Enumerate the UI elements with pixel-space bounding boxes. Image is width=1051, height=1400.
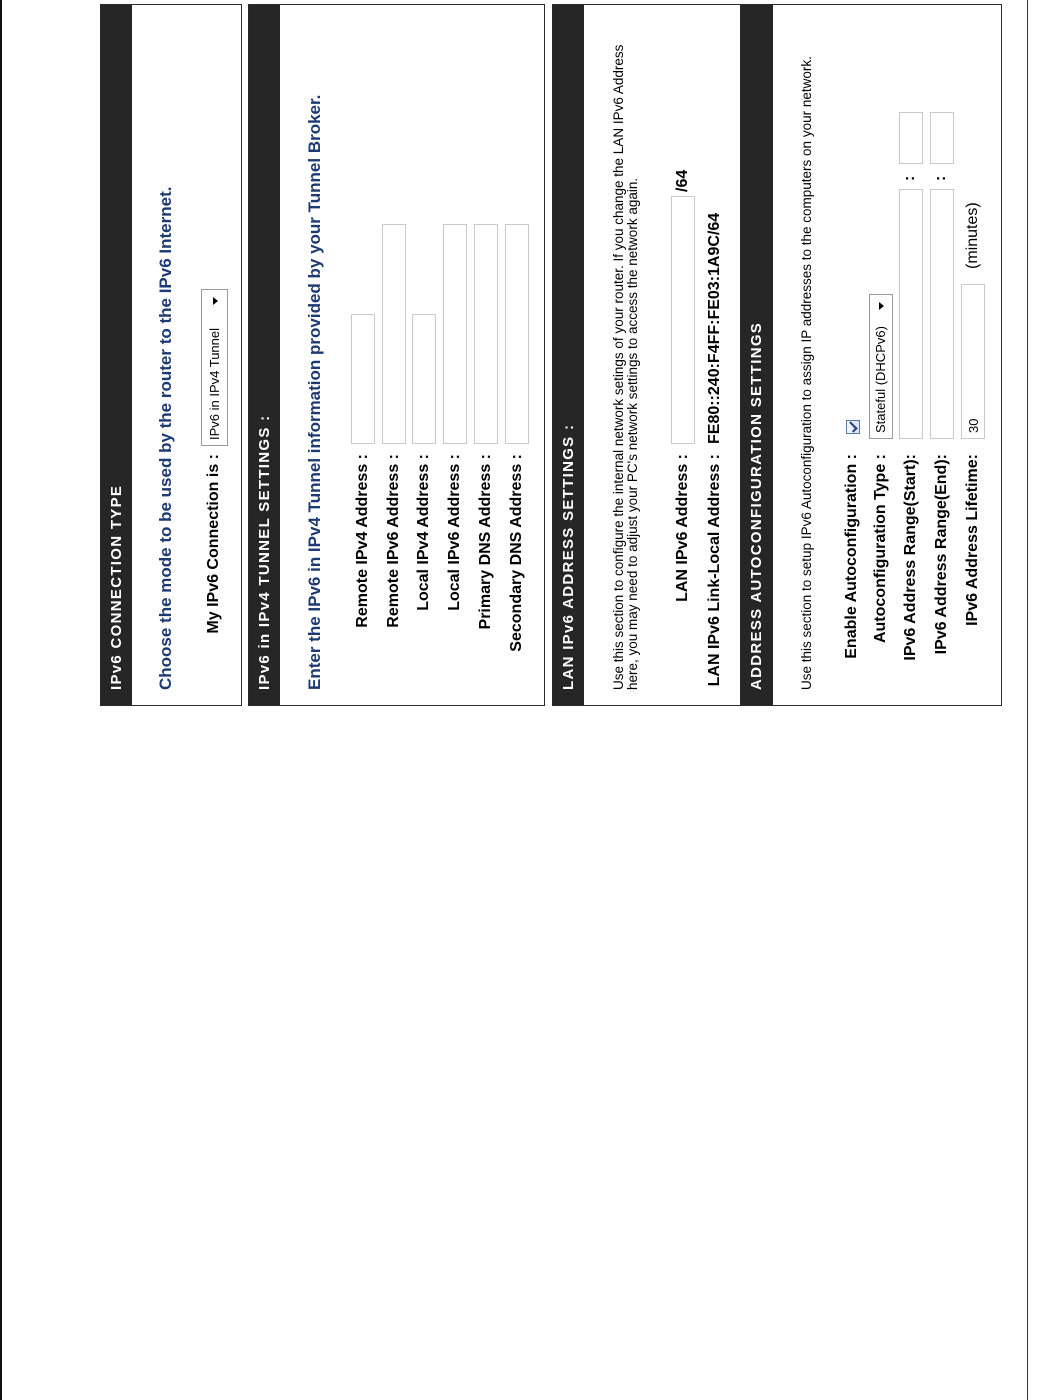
local-ipv6-input[interactable]: [443, 224, 467, 444]
remote-ipv6-input[interactable]: [382, 224, 406, 444]
primary-dns-label: Primary DNS Address :: [477, 454, 494, 630]
range-end-separator: :: [932, 175, 949, 181]
enable-autoconfig-label: Enable Autoconfiguration :: [843, 454, 860, 659]
tunnel-settings-panel: [248, 4, 545, 706]
remote-ipv4-input[interactable]: [351, 314, 375, 444]
lan-address-input[interactable]: [671, 196, 695, 444]
range-end-label: IPv6 Address Range(End):: [933, 454, 950, 655]
connection-type-label: My IPv6 Connection is :: [205, 454, 222, 634]
link-local-label: LAN IPv6 Link-Local Address :: [706, 454, 723, 687]
local-ipv6-label: Local IPv6 Address :: [446, 454, 463, 611]
lan-prefix-length: /64: [674, 169, 691, 192]
autoconfig-panel: [740, 4, 1002, 706]
range-end-input[interactable]: [930, 189, 954, 439]
page-border-right: [1027, 0, 1028, 1400]
lifetime-input[interactable]: [961, 284, 985, 439]
range-start-label: IPv6 Address Range(Start):: [902, 454, 919, 661]
page-border-left: [0, 0, 2, 1400]
lan-address-label: LAN IPv6 Address :: [674, 454, 691, 602]
autoconfig-type-label: Autoconfiguration Type :: [872, 454, 889, 644]
remote-ipv6-label: Remote IPv6 Address :: [385, 454, 402, 628]
range-start-suffix-input[interactable]: [899, 112, 923, 164]
lan-settings-description: Use this section to configure the internal network setings of your router. If you change the LAN IPv6 Address here, you may need to adjust your PC's network settings to access the network again.: [611, 44, 640, 690]
autoconfig-header: ADDRESS AUTOCONFIGURATION SETTINGS: [741, 5, 773, 705]
dropdown-arrow-icon: [213, 297, 218, 305]
local-ipv4-input[interactable]: [412, 314, 436, 444]
lan-settings-header: LAN IPv6 ADDRESS SETTINGS :: [553, 5, 584, 705]
remote-ipv4-label: Remote IPv4 Address :: [354, 454, 371, 628]
checkbox-check-icon: [846, 421, 857, 432]
range-start-input[interactable]: [899, 189, 923, 439]
range-end-suffix-input[interactable]: [930, 112, 954, 164]
ipv6-settings-page: [100, 4, 1002, 706]
tunnel-settings-header: IPv6 in IPv4 TUNNEL SETTINGS :: [249, 5, 280, 705]
tunnel-settings-subtitle: Enter the IPv6 in IPv4 Tunnel information provided by your Tunnel Broker.: [305, 94, 324, 690]
autoconfig-type-select-value: Stateful (DHCPv6): [873, 326, 888, 433]
secondary-dns-input[interactable]: [505, 224, 529, 444]
secondary-dns-label: Secondary DNS Address :: [508, 454, 525, 652]
connection-type-panel: [100, 4, 242, 706]
link-local-value: FE80::240:F4FF:FE03:1A9C/64: [706, 212, 723, 444]
autoconfig-description: Use this section to setup IPv6 Autoconfiguration to assign IP addresses to the computers on your network.: [799, 56, 814, 690]
primary-dns-input[interactable]: [474, 224, 498, 444]
range-start-separator: :: [901, 175, 918, 181]
lifetime-label: IPv6 Address Lifetime:: [964, 454, 981, 626]
lifetime-unit: (minutes): [964, 202, 981, 269]
connection-type-header: IPv6 CONNECTION TYPE: [101, 5, 132, 705]
connection-type-select-value: IPv6 in IPv4 Tunnel: [207, 327, 222, 440]
autoconfig-type-select[interactable]: [869, 294, 893, 439]
enable-autoconfig-checkbox[interactable]: [846, 420, 860, 434]
connection-type-subtitle: Choose the mode to be used by the router to the IPv6 Internet.: [156, 186, 175, 690]
local-ipv4-label: Local IPv4 Address :: [415, 454, 432, 611]
connection-type-select[interactable]: [201, 289, 228, 446]
dropdown-arrow-icon: [879, 302, 884, 310]
